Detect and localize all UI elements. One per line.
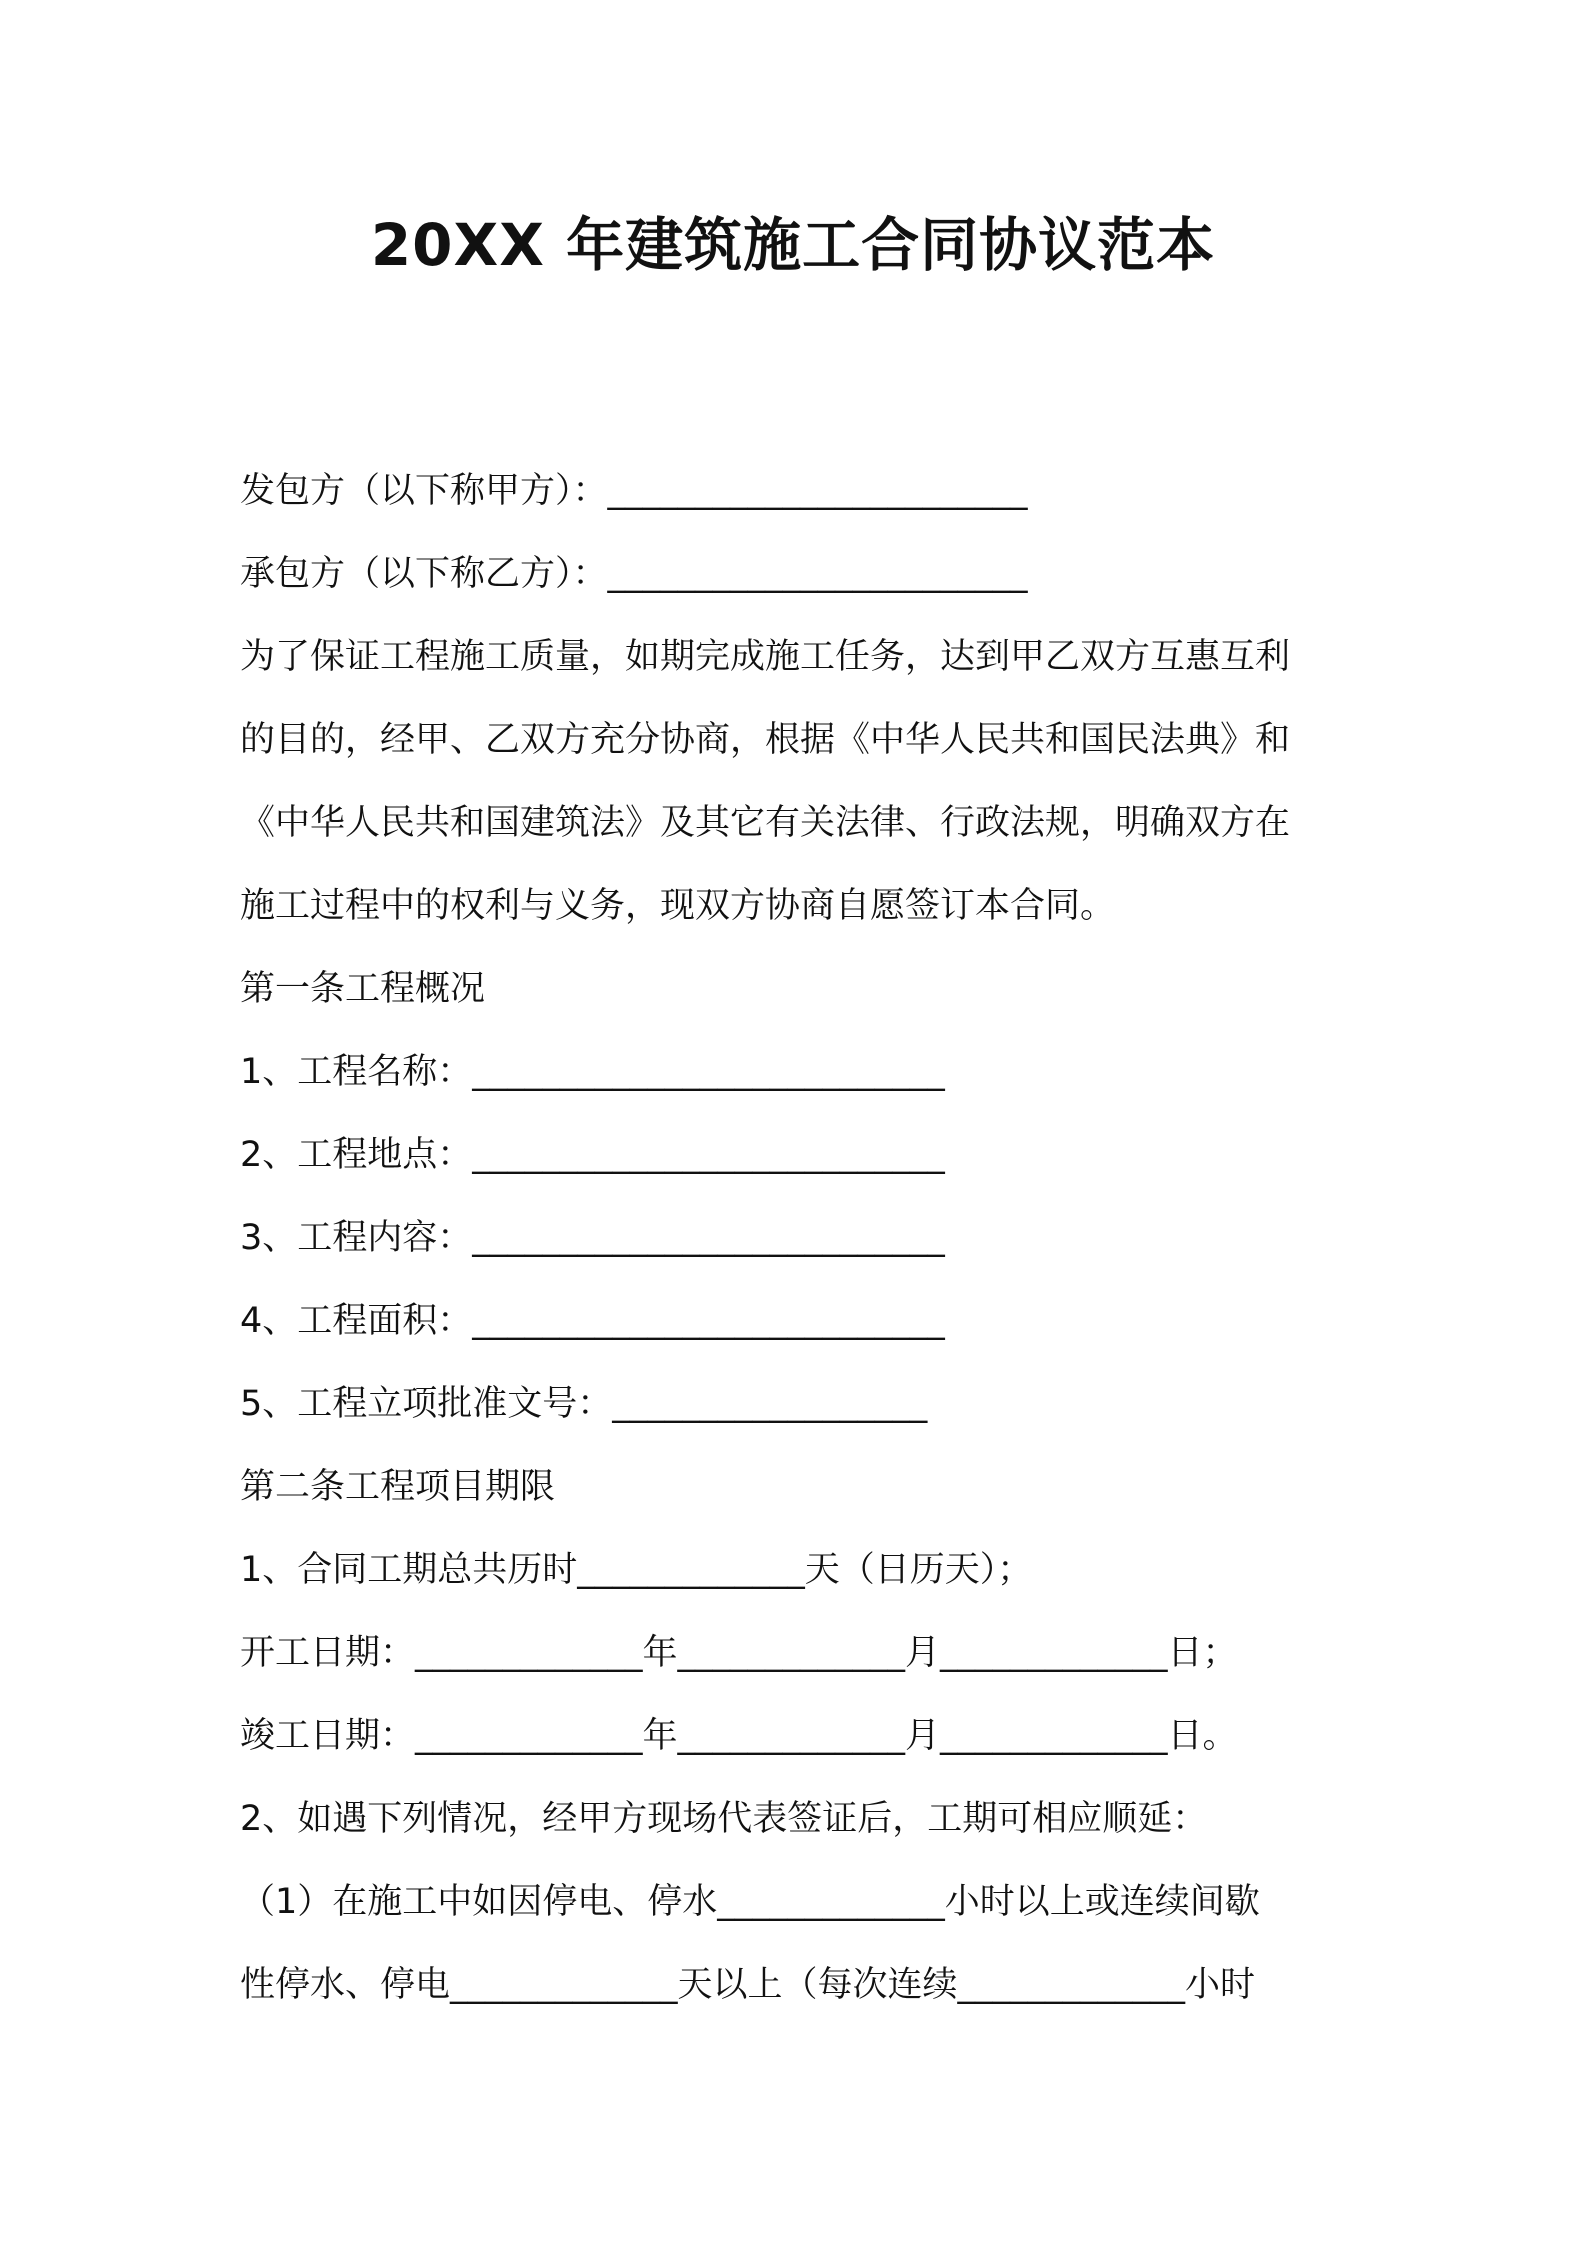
project-name-line: 1、工程名称：___________________________ — [240, 1052, 945, 1092]
preamble-line-4: 施工过程中的权利与义务，现双方协商自愿签订本合同。 — [240, 886, 1116, 926]
completion-date-line: 竣工日期：_____________年_____________月_____________日。 — [240, 1716, 1238, 1756]
document-body — [240, 450, 1360, 2027]
start-date-line: 开工日期：_____________年_____________月_____________日； — [240, 1633, 1238, 1673]
extension-item-1-line-1: （1）在施工中如因停电、停水_____________小时以上或连续间歇 — [240, 1882, 1260, 1922]
project-area-line: 4、工程面积：___________________________ — [240, 1301, 945, 1341]
party-b-line: 承包方（以下称乙方）：________________________ — [240, 554, 1028, 594]
document-title: 20XX 年建筑施工合同协议范本 — [370, 211, 1216, 279]
extension-item-1-line-2: 性停水、停电_____________天以上（每次连续_____________小时 — [240, 1965, 1256, 2005]
article-2-heading: 第二条工程项目期限 — [240, 1467, 556, 1507]
preamble-line-1: 为了保证工程施工质量，如期完成施工任务，达到甲乙双方互惠互利 — [240, 637, 1291, 677]
party-a-line: 发包方（以下称甲方）：________________________ — [240, 471, 1028, 511]
preamble-line-2: 的目的，经甲、乙双方充分协商，根据《中华人民共和国民法典》和 — [240, 720, 1291, 760]
duration-line: 1、合同工期总共历时_____________天（日历天）； — [240, 1550, 1033, 1590]
project-location-line: 2、工程地点：___________________________ — [240, 1135, 945, 1175]
extension-clause-line: 2、如遇下列情况，经甲方现场代表签证后，工期可相应顺延： — [240, 1799, 1208, 1839]
article-1-heading: 第一条工程概况 — [240, 969, 486, 1009]
approval-number-line: 5、工程立项批准文号：__________________ — [240, 1384, 928, 1424]
project-content-line: 3、工程内容：___________________________ — [240, 1218, 945, 1258]
preamble-line-3: 《中华人民共和国建筑法》及其它有关法律、行政法规，明确双方在 — [240, 803, 1291, 843]
